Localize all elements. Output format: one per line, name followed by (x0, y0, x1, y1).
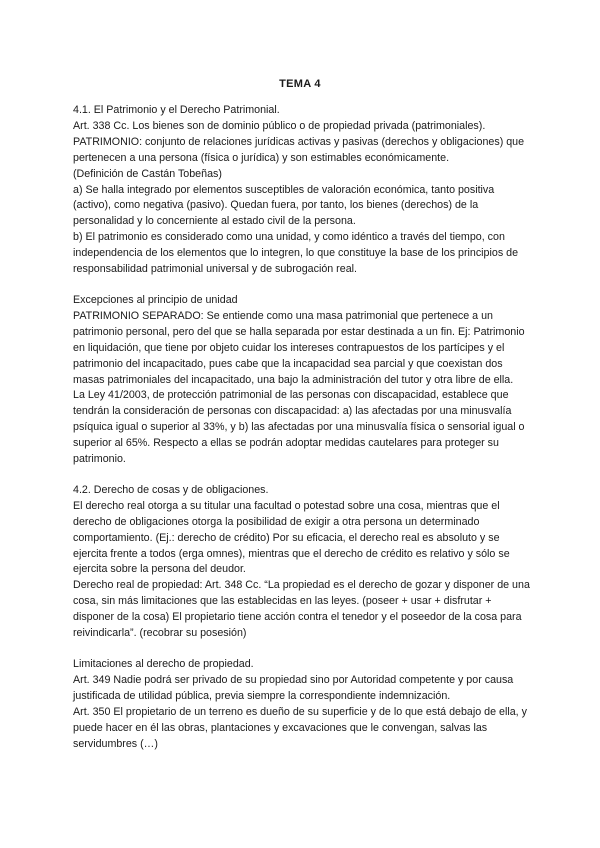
section-heading-4-2: 4.2. Derecho de cosas y de obligaciones. (73, 483, 269, 496)
art-348-paragraph: Derecho real de propiedad: Art. 348 Cc. “La propiedad es el derecho de gozar y disponer de una cosa, sin más limitaciones que las establecidas en las leyes. (poseer + usar + disfrutar + disponer de la cosa) El propietario tiene acción contra el tenedor y el poseedor de la cosa para reivindicarla”. (recobrar su posesión) (73, 579, 530, 640)
art-350-paragraph: Art. 350 El propietario de un terreno es dueño de su superficie y de lo que está debajo de ella, y puede hacer en él las obras, plantaciones y excavaciones que le convengan, salvas las servidumbres (…) (73, 705, 527, 750)
patrimonio-definition: PATRIMONIO: conjunto de relaciones jurídicas activas y pasivas (derechos y obligaciones) que pertenecen a una persona (física o jurídica) y son estimables económicamente. (73, 135, 525, 164)
definition-source: (Definición de Castán Tobeñas) (73, 167, 222, 180)
exceptions-heading: Excepciones al principio de unidad (73, 293, 238, 306)
art-338-paragraph: Art. 338 Cc. Los bienes son de dominio público o de propiedad privada (patrimoniales). (73, 119, 486, 132)
point-a-paragraph: a) Se halla integrado por elementos susceptibles de valoración económica, tanto positiva (activo), como negativa (pasivo). Quedan fuera, por tanto, los bienes (derechos) de la personalidad y lo concerniente al estado civil de la persona. (73, 183, 495, 228)
section-heading-4-1: 4.1. El Patrimonio y el Derecho Patrimonial. (73, 104, 280, 116)
ley-41-2003-paragraph: La Ley 41/2003, de protección patrimonial de las personas con discapacidad, establece que tendrán la consideración de personas con discapacidad: a) las afectadas por una minusvalía psíquica igual o superior al 33%, y b) las afectadas por una minusvalía física o sensorial igual o superior al 65%. Respecto a ellas se podrán adoptar medidas cautelares para proteger su patrimonio. (73, 389, 525, 466)
point-b-paragraph: b) El patrimonio es considerado como una unidad, y como idéntico a través del tiempo, con independencia de los elementos que lo integren, lo que constituye la base de los principios de responsabilidad patrimonial universal y de subrogación real. (73, 231, 519, 276)
page-title: TEMA 4 (279, 78, 321, 90)
document-body (73, 103, 531, 752)
art-349-paragraph: Art. 349 Nadie podrá ser privado de su propiedad sino por Autoridad competente y por causa justificada de utilidad pública, previa siempre la correspondiente indemnización. (73, 673, 514, 702)
limitations-heading: Limitaciones al derecho de propiedad. (73, 658, 254, 670)
patrimonio-separado-paragraph: PATRIMONIO SEPARADO: Se entiende como una masa patrimonial que pertenece a un patrimonio personal, pero del que se halla separada por estar destinada a un fin. Ej: Patrimonio en liquidación, que tiene por objeto cuidar los intereses contrapuestos de los partícipes y el patrimonio del incapacitado, pues cabe que la incapacidad sea parcial y que coexistan dos masas patrimoniales del incapacitado, una bajo la administración del tutor y otra libre de ella. (73, 309, 525, 386)
derecho-real-paragraph: El derecho real otorga a su titular una facultad o potestad sobre una cosa, mientras que el derecho de obligaciones otorga la posibilidad de exigir a otra persona un determinado comportamiento. (Ej.: derecho de crédito) Por su eficacia, el derecho real es absoluto y se ejercita frente a todos (erga omnes), mientras que el derecho de crédito es relativo y sólo se ejercita sobre la persona del deudor. (73, 499, 510, 576)
